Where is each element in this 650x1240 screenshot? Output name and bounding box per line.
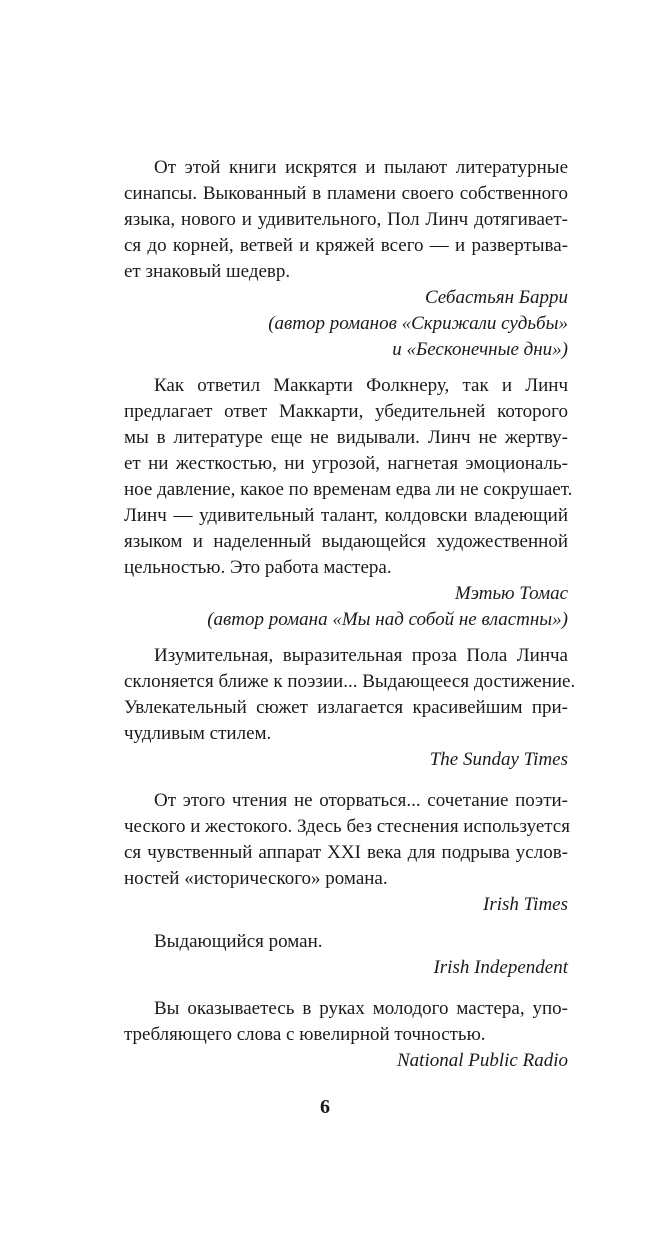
review-text-line: синапсы. Выкованный в пламени своего собственного	[124, 183, 568, 204]
review-text-line: Как ответил Маккарти Фолкнеру, так и Линч	[154, 375, 568, 396]
review-5	[124, 929, 568, 981]
review-text-line: предлагает ответ Маккарти, убедительней которого	[124, 401, 568, 422]
review-text-line: цельностью. Это работа мастера.	[124, 557, 392, 578]
review-attribution: Irish Independent	[433, 957, 568, 978]
review-text-line: чудливым стилем.	[124, 723, 272, 744]
review-text-line: Вы оказываетесь в руках молодого мастера, упо-	[154, 998, 568, 1019]
review-text-line: ся чувственный аппарат XXI века для подрыва услов-	[124, 842, 568, 863]
review-text-line: ностей «исторического» романа.	[124, 868, 388, 889]
review-text-line: ет знаковый шедевр.	[124, 261, 291, 282]
review-6	[124, 996, 568, 1074]
review-attribution: (автор романа «Мы над собой не властны»)	[207, 609, 568, 630]
review-attribution: The Sunday Times	[429, 749, 568, 770]
review-4	[124, 788, 568, 918]
review-text-line: Выдающийся роман.	[154, 931, 323, 952]
review-text-line: Увлекательный сюжет излагается красивейшим при-	[124, 697, 568, 718]
review-text-line: языком и наделенный выдающейся художественной	[124, 531, 568, 552]
review-attribution: Себастьян Барри	[424, 287, 568, 308]
review-attribution: и «Бесконечные дни»)	[392, 339, 568, 360]
review-1	[124, 155, 568, 363]
review-text-line: От этой книги искрятся и пылают литературные	[154, 157, 568, 178]
review-text-line: ческого и жестокого. Здесь без стеснения используется	[124, 816, 570, 837]
review-attribution: National Public Radio	[397, 1050, 568, 1071]
review-attribution: (автор романов «Скрижали судьбы»	[268, 313, 568, 334]
review-text-line: Линч — удивительный талант, колдовски владеющий	[124, 505, 568, 526]
review-text-line: склоняется ближе к поэзии... Выдающееся достижение.	[124, 671, 576, 692]
review-text-line: требляющего слова с ювелирной точностью.	[124, 1024, 486, 1045]
review-text-line: мы в литературе еще не видывали. Линч не жертву-	[124, 427, 568, 448]
review-2	[124, 373, 573, 633]
review-text-line: От этого чтения не оторваться... сочетание поэти-	[154, 790, 568, 811]
review-text-line: Изумительная, выразительная проза Пола Линча	[154, 645, 568, 666]
review-attribution: Мэтью Томас	[454, 583, 568, 604]
review-text-line: ет ни жесткостью, ни угрозой, нагнетая эмоциональ-	[124, 453, 568, 474]
review-3	[124, 643, 576, 773]
review-text-line: ное давление, какое по временам едва ли не сокрушает.	[124, 479, 573, 500]
review-attribution: Irish Times	[483, 894, 568, 915]
review-text-line: ся до корней, ветвей и кряжей всего — и развертыва-	[124, 235, 568, 256]
page-number: 6	[320, 1096, 330, 1118]
review-text-line: языка, нового и удивительного, Пол Линч дотягивает-	[124, 209, 568, 230]
